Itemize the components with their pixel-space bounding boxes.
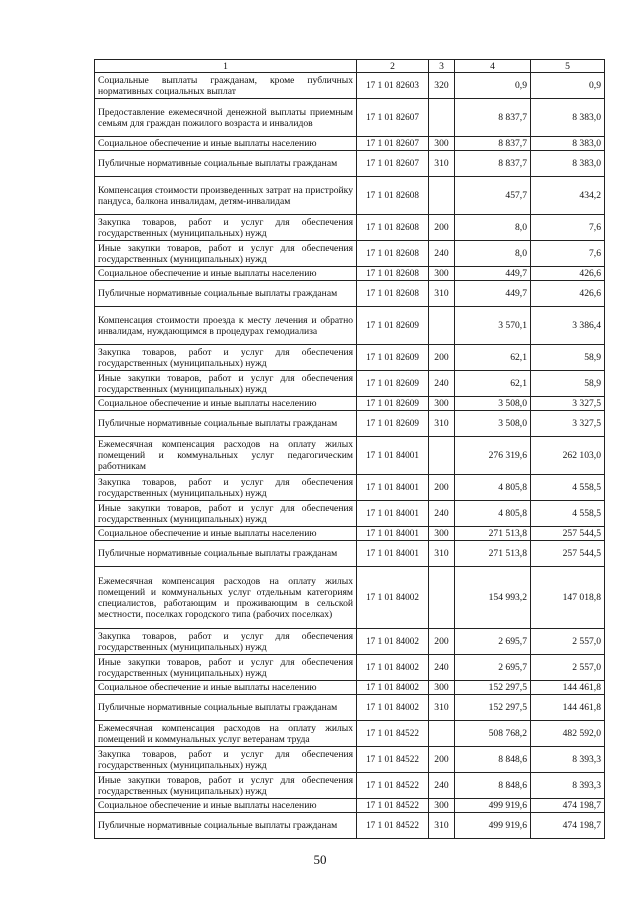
row-type-cell: 240	[429, 655, 455, 681]
row-name-cell: Публичные нормативные социальные выплаты гражданам	[95, 151, 357, 177]
row-value-2-cell: 8 393,3	[531, 747, 605, 773]
row-name-cell: Иные закупки товаров, работ и услуг для обеспечения государственных (муниципальных) нужд	[95, 501, 357, 527]
row-value-2-cell: 8 383,0	[531, 151, 605, 177]
row-value-2-cell: 262 103,0	[531, 437, 605, 475]
row-value-1-cell: 3 508,0	[455, 411, 531, 437]
row-name-cell: Социальное обеспечение и иные выплаты населению	[95, 527, 357, 541]
row-value-1-cell: 8 837,7	[455, 137, 531, 151]
table-row	[95, 527, 605, 541]
row-type-cell: 310	[429, 695, 455, 721]
row-code-cell: 17 1 01 84002	[357, 567, 429, 629]
row-type-cell	[429, 177, 455, 215]
row-name-cell: Закупка товаров, работ и услуг для обеспечения государственных (муниципальных) нужд	[95, 629, 357, 655]
row-name-cell: Социальные выплаты гражданам, кроме публичных нормативных социальных выплат	[95, 73, 357, 99]
row-type-cell: 200	[429, 747, 455, 773]
row-value-2-cell: 426,6	[531, 267, 605, 281]
row-value-1-cell: 154 993,2	[455, 567, 531, 629]
row-code-cell: 17 1 01 84002	[357, 681, 429, 695]
row-type-cell: 200	[429, 345, 455, 371]
row-value-2-cell: 58,9	[531, 371, 605, 397]
row-name-cell: Социальное обеспечение и иные выплаты населению	[95, 267, 357, 281]
row-type-cell: 300	[429, 799, 455, 813]
row-value-2-cell: 474 198,7	[531, 799, 605, 813]
table-row	[95, 307, 605, 345]
row-code-cell: 17 1 01 84002	[357, 695, 429, 721]
table-header-row	[95, 60, 605, 73]
row-value-2-cell: 0,9	[531, 73, 605, 99]
row-value-2-cell: 474 198,7	[531, 813, 605, 839]
row-type-cell: 200	[429, 215, 455, 241]
row-type-cell	[429, 721, 455, 747]
row-value-2-cell: 58,9	[531, 345, 605, 371]
table-row	[95, 695, 605, 721]
row-name-cell: Закупка товаров, работ и услуг для обеспечения государственных (муниципальных) нужд	[95, 475, 357, 501]
row-code-cell: 17 1 01 84001	[357, 541, 429, 567]
row-type-cell: 300	[429, 397, 455, 411]
row-value-2-cell: 3 386,4	[531, 307, 605, 345]
table-row	[95, 747, 605, 773]
row-name-cell: Социальное обеспечение и иные выплаты населению	[95, 681, 357, 695]
row-value-1-cell: 499 919,6	[455, 813, 531, 839]
row-type-cell: 200	[429, 629, 455, 655]
table-row	[95, 99, 605, 137]
row-name-cell: Публичные нормативные социальные выплаты гражданам	[95, 541, 357, 567]
table-body	[95, 73, 605, 839]
row-name-cell: Публичные нормативные социальные выплаты гражданам	[95, 281, 357, 307]
row-value-1-cell: 2 695,7	[455, 655, 531, 681]
table-row	[95, 475, 605, 501]
table-row	[95, 773, 605, 799]
table-row	[95, 799, 605, 813]
row-code-cell: 17 1 01 84002	[357, 655, 429, 681]
row-name-cell: Ежемесячная компенсация расходов на оплату жилых помещений и коммунальных услуг отдельным категориям специалистов, работающим и проживающим в сельской местности, поселках городского типа (рабочих поселках)	[95, 567, 357, 629]
row-value-2-cell: 3 327,5	[531, 411, 605, 437]
row-value-2-cell: 257 544,5	[531, 527, 605, 541]
row-value-2-cell: 482 592,0	[531, 721, 605, 747]
row-value-2-cell: 434,2	[531, 177, 605, 215]
table-row	[95, 501, 605, 527]
row-code-cell: 17 1 01 84001	[357, 437, 429, 475]
row-name-cell: Иные закупки товаров, работ и услуг для обеспечения государственных (муниципальных) нужд	[95, 655, 357, 681]
row-value-1-cell: 8 848,6	[455, 747, 531, 773]
row-name-cell: Социальное обеспечение и иные выплаты населению	[95, 397, 357, 411]
table-row	[95, 411, 605, 437]
row-type-cell: 300	[429, 681, 455, 695]
row-code-cell: 17 1 01 82608	[357, 281, 429, 307]
row-name-cell: Компенсация стоимости проезда к месту лечения и обратно инвалидам, нуждающимся в процедурах гемодиализа	[95, 307, 357, 345]
row-code-cell: 17 1 01 84001	[357, 527, 429, 541]
header-col-value-2: 5	[531, 60, 605, 73]
row-code-cell: 17 1 01 84002	[357, 629, 429, 655]
row-code-cell: 17 1 01 84522	[357, 721, 429, 747]
row-name-cell: Ежемесячная компенсация расходов на оплату жилых помещений и коммунальных услуг педагогическим работникам	[95, 437, 357, 475]
row-code-cell: 17 1 01 82609	[357, 397, 429, 411]
row-name-cell: Публичные нормативные социальные выплаты гражданам	[95, 411, 357, 437]
table-row	[95, 345, 605, 371]
row-value-1-cell: 8 837,7	[455, 151, 531, 177]
row-value-1-cell: 62,1	[455, 371, 531, 397]
row-value-1-cell: 276 319,6	[455, 437, 531, 475]
header-col-value-1: 4	[455, 60, 531, 73]
row-type-cell: 300	[429, 137, 455, 151]
row-code-cell: 17 1 01 82609	[357, 411, 429, 437]
row-value-2-cell: 426,6	[531, 281, 605, 307]
table-row	[95, 813, 605, 839]
budget-table	[94, 59, 605, 839]
row-type-cell	[429, 567, 455, 629]
row-type-cell: 300	[429, 527, 455, 541]
row-code-cell: 17 1 01 82607	[357, 137, 429, 151]
row-value-1-cell: 62,1	[455, 345, 531, 371]
row-value-1-cell: 449,7	[455, 281, 531, 307]
table-row	[95, 267, 605, 281]
row-code-cell: 17 1 01 84522	[357, 773, 429, 799]
table-row	[95, 371, 605, 397]
row-code-cell: 17 1 01 82609	[357, 345, 429, 371]
row-value-2-cell: 144 461,8	[531, 681, 605, 695]
row-value-2-cell: 4 558,5	[531, 501, 605, 527]
table-row	[95, 541, 605, 567]
row-type-cell: 310	[429, 411, 455, 437]
table-row	[95, 151, 605, 177]
table-row	[95, 73, 605, 99]
row-code-cell: 17 1 01 84522	[357, 799, 429, 813]
row-name-cell: Закупка товаров, работ и услуг для обеспечения государственных (муниципальных) нужд	[95, 345, 357, 371]
row-name-cell: Закупка товаров, работ и услуг для обеспечения государственных (муниципальных) нужд	[95, 215, 357, 241]
row-type-cell: 310	[429, 541, 455, 567]
row-name-cell: Иные закупки товаров, работ и услуг для обеспечения государственных (муниципальных) нужд	[95, 371, 357, 397]
row-type-cell	[429, 437, 455, 475]
row-value-1-cell: 457,7	[455, 177, 531, 215]
row-value-1-cell: 508 768,2	[455, 721, 531, 747]
row-value-2-cell: 257 544,5	[531, 541, 605, 567]
table-row	[95, 655, 605, 681]
row-value-1-cell: 3 570,1	[455, 307, 531, 345]
table-row	[95, 215, 605, 241]
row-type-cell: 240	[429, 501, 455, 527]
row-type-cell	[429, 99, 455, 137]
row-code-cell: 17 1 01 84001	[357, 475, 429, 501]
table-row	[95, 681, 605, 695]
table-row	[95, 437, 605, 475]
row-code-cell: 17 1 01 82608	[357, 215, 429, 241]
row-value-2-cell: 8 383,0	[531, 99, 605, 137]
row-value-2-cell: 2 557,0	[531, 655, 605, 681]
row-name-cell: Ежемесячная компенсация расходов на оплату жилых помещений и коммунальных услуг ветеранам труда	[95, 721, 357, 747]
row-name-cell: Иные закупки товаров, работ и услуг для обеспечения государственных (муниципальных) нужд	[95, 241, 357, 267]
row-value-1-cell: 499 919,6	[455, 799, 531, 813]
row-value-1-cell: 152 297,5	[455, 681, 531, 695]
table-row	[95, 629, 605, 655]
table-row	[95, 397, 605, 411]
row-code-cell: 17 1 01 82608	[357, 241, 429, 267]
row-type-cell: 240	[429, 241, 455, 267]
row-value-1-cell: 3 508,0	[455, 397, 531, 411]
row-value-1-cell: 8,0	[455, 241, 531, 267]
row-value-1-cell: 2 695,7	[455, 629, 531, 655]
row-value-2-cell: 147 018,8	[531, 567, 605, 629]
row-type-cell: 240	[429, 773, 455, 799]
row-code-cell: 17 1 01 84522	[357, 813, 429, 839]
row-code-cell: 17 1 01 84522	[357, 747, 429, 773]
row-value-1-cell: 449,7	[455, 267, 531, 281]
row-code-cell: 17 1 01 82607	[357, 151, 429, 177]
row-value-1-cell: 0,9	[455, 73, 531, 99]
table-row	[95, 137, 605, 151]
row-code-cell: 17 1 01 82609	[357, 307, 429, 345]
row-value-2-cell: 3 327,5	[531, 397, 605, 411]
row-value-2-cell: 8 393,3	[531, 773, 605, 799]
table-row	[95, 721, 605, 747]
header-col-code: 2	[357, 60, 429, 73]
row-value-1-cell: 8 848,6	[455, 773, 531, 799]
row-code-cell: 17 1 01 82608	[357, 177, 429, 215]
row-type-cell: 300	[429, 267, 455, 281]
row-type-cell: 240	[429, 371, 455, 397]
row-name-cell: Социальное обеспечение и иные выплаты населению	[95, 137, 357, 151]
row-name-cell: Публичные нормативные социальные выплаты гражданам	[95, 813, 357, 839]
table-row	[95, 567, 605, 629]
row-code-cell: 17 1 01 82609	[357, 371, 429, 397]
row-value-1-cell: 271 513,8	[455, 527, 531, 541]
row-value-1-cell: 271 513,8	[455, 541, 531, 567]
row-type-cell: 310	[429, 813, 455, 839]
row-type-cell: 310	[429, 151, 455, 177]
row-value-2-cell: 7,6	[531, 215, 605, 241]
row-type-cell	[429, 307, 455, 345]
row-value-1-cell: 152 297,5	[455, 695, 531, 721]
row-value-2-cell: 2 557,0	[531, 629, 605, 655]
row-name-cell: Иные закупки товаров, работ и услуг для обеспечения государственных (муниципальных) нужд	[95, 773, 357, 799]
row-code-cell: 17 1 01 84001	[357, 501, 429, 527]
row-name-cell: Публичные нормативные социальные выплаты гражданам	[95, 695, 357, 721]
row-value-2-cell: 4 558,5	[531, 475, 605, 501]
row-name-cell: Предоставление ежемесячной денежной выплаты приемным семьям для граждан пожилого возраста и инвалидов	[95, 99, 357, 137]
table-row	[95, 281, 605, 307]
row-value-1-cell: 4 805,8	[455, 475, 531, 501]
row-value-1-cell: 8,0	[455, 215, 531, 241]
row-name-cell: Социальное обеспечение и иные выплаты населению	[95, 799, 357, 813]
row-code-cell: 17 1 01 82603	[357, 73, 429, 99]
table-row	[95, 241, 605, 267]
row-value-1-cell: 4 805,8	[455, 501, 531, 527]
table-row	[95, 177, 605, 215]
row-type-cell: 200	[429, 475, 455, 501]
header-col-type: 3	[429, 60, 455, 73]
row-value-1-cell: 8 837,7	[455, 99, 531, 137]
header-col-name: 1	[95, 60, 357, 73]
row-code-cell: 17 1 01 82608	[357, 267, 429, 281]
row-type-cell: 320	[429, 73, 455, 99]
row-name-cell: Компенсация стоимости произведенных затрат на пристройку пандуса, балкона инвалидам, детям-инвалидам	[95, 177, 357, 215]
row-code-cell: 17 1 01 82607	[357, 99, 429, 137]
row-type-cell: 310	[429, 281, 455, 307]
row-value-2-cell: 8 383,0	[531, 137, 605, 151]
page-number: 50	[313, 852, 327, 867]
row-value-2-cell: 144 461,8	[531, 695, 605, 721]
row-name-cell: Закупка товаров, работ и услуг для обеспечения государственных (муниципальных) нужд	[95, 747, 357, 773]
row-value-2-cell: 7,6	[531, 241, 605, 267]
